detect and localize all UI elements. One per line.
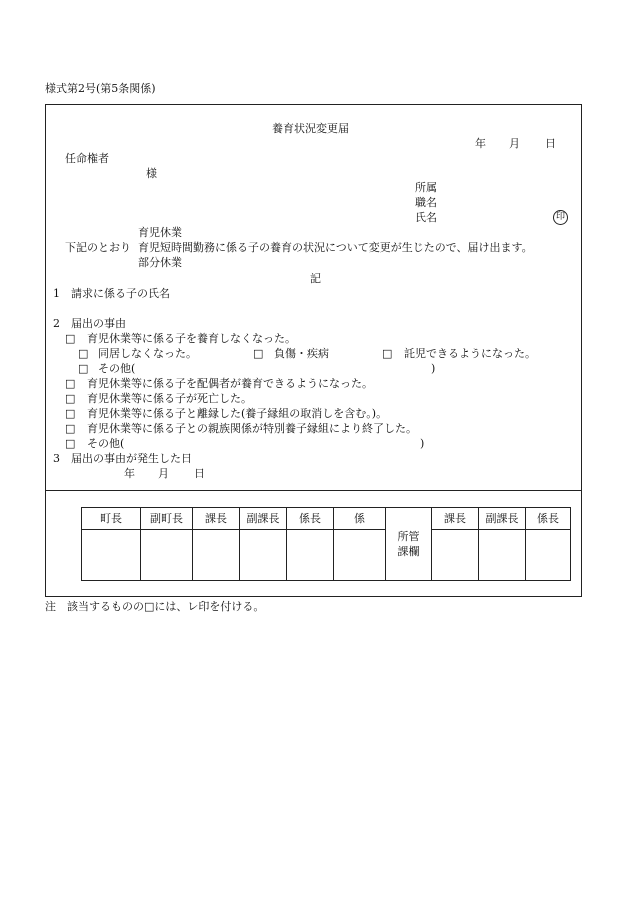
approval-header-mayor: 町長 xyxy=(82,508,141,530)
footnote: 注 該当するものの□には、レ印を付ける。 xyxy=(45,600,265,613)
checkbox-item3[interactable]: □ xyxy=(65,392,76,405)
other-close: ) xyxy=(420,437,425,450)
sub-other-close: ) xyxy=(431,362,436,375)
approval-header-right-unit: 係長 xyxy=(526,508,571,530)
approval-header-vice-mayor: 副町長 xyxy=(141,508,193,530)
statement-prefix: 下記のとおり xyxy=(65,241,131,254)
approval-table xyxy=(81,507,571,581)
addressee-authority: 任命権者 xyxy=(65,152,109,165)
statement-option-childcare-leave: 育児休業 xyxy=(138,226,182,239)
checkbox-sub-injury[interactable]: □ xyxy=(253,347,264,360)
sub-injury-label: 負傷・疾病 xyxy=(274,347,329,360)
applicant-name-label: 氏名 xyxy=(415,211,437,224)
approval-box-mayor[interactable] xyxy=(82,530,141,581)
approval-header-staff: 係 xyxy=(334,508,386,530)
applicant-affiliation-label: 所属 xyxy=(415,181,437,194)
approval-seal-row xyxy=(82,530,571,581)
date-day: 日 xyxy=(545,137,556,150)
section2-heading: 2 届出の事由 xyxy=(53,317,126,330)
approval-header-right-chief: 課長 xyxy=(432,508,479,530)
approval-header-unit-chief: 係長 xyxy=(287,508,334,530)
section1-heading: 1 請求に係る子の氏名 xyxy=(53,287,170,300)
approval-box-unit-chief[interactable] xyxy=(287,530,334,581)
item5-label: 育児休業等に係る子との親族関係が特別養子縁組により終了した。 xyxy=(87,422,417,435)
approval-section-label-1: 所管 xyxy=(397,529,420,543)
approval-section-label-2: 課欄 xyxy=(397,545,420,558)
checkbox-item2[interactable]: □ xyxy=(65,377,76,390)
approval-header-section-chief: 課長 xyxy=(193,508,240,530)
checkbox-sub-daycare[interactable]: □ xyxy=(382,347,393,360)
section3-heading: 3 届出の事由が発生した日 xyxy=(53,452,192,465)
approval-box-staff[interactable] xyxy=(334,530,386,581)
form-number: 様式第2号(第5条関係) xyxy=(45,82,156,95)
statement-option-short-hours: 育児短時間勤務 xyxy=(138,241,215,254)
approval-box-section-chief[interactable] xyxy=(193,530,240,581)
sub-other-open: その他( xyxy=(98,362,136,375)
item1-label: 育児休業等に係る子を養育しなくなった。 xyxy=(87,332,296,345)
approval-header-deputy-chief: 副課長 xyxy=(240,508,287,530)
section-divider xyxy=(45,490,582,491)
checkbox-item4[interactable]: □ xyxy=(65,407,76,420)
sub-daycare-label: 託児できるようになった。 xyxy=(404,347,536,360)
checkbox-sub-cohabit[interactable]: □ xyxy=(78,347,89,360)
checkbox-other[interactable]: □ xyxy=(65,437,76,450)
addressee-honorific: 様 xyxy=(146,167,157,180)
approval-box-right-chief[interactable] xyxy=(432,530,479,581)
date-year: 年 xyxy=(475,137,486,150)
item3-label: 育児休業等に係る子が死亡した。 xyxy=(87,392,252,405)
applicant-position-label: 職名 xyxy=(415,196,437,209)
section3-day: 日 xyxy=(194,467,205,480)
section3-year: 年 xyxy=(124,467,135,480)
seal-icon: 印 xyxy=(553,210,568,225)
checkbox-sub-other[interactable]: □ xyxy=(78,362,89,375)
approval-box-right-deputy[interactable] xyxy=(479,530,526,581)
approval-box-right-unit[interactable] xyxy=(526,530,571,581)
item4-label: 育児休業等に係る子と離縁した(養子縁組の取消しを含む。)。 xyxy=(87,407,388,420)
other-open: その他( xyxy=(87,437,125,450)
approval-header-row xyxy=(82,508,571,530)
approval-box-deputy-chief[interactable] xyxy=(240,530,287,581)
item2-label: 育児休業等に係る子を配偶者が養育できるようになった。 xyxy=(87,377,373,390)
statement-option-partial-leave: 部分休業 xyxy=(138,256,182,269)
date-month: 月 xyxy=(509,137,520,150)
form-title: 養育状況変更届 xyxy=(272,122,349,135)
checkbox-item1[interactable]: □ xyxy=(65,332,76,345)
approval-header-right-deputy: 副課長 xyxy=(479,508,526,530)
sub-cohabit-label: 同居しなくなった。 xyxy=(98,347,197,360)
section3-month: 月 xyxy=(158,467,169,480)
seal-mark xyxy=(553,210,568,225)
statement-suffix: に係る子の養育の状況について変更が生じたので、届け出ます。 xyxy=(215,241,533,254)
approval-section-label xyxy=(386,508,432,581)
checkbox-item5[interactable]: □ xyxy=(65,422,76,435)
approval-box-vice-mayor[interactable] xyxy=(141,530,193,581)
ki-heading: 記 xyxy=(310,272,321,285)
